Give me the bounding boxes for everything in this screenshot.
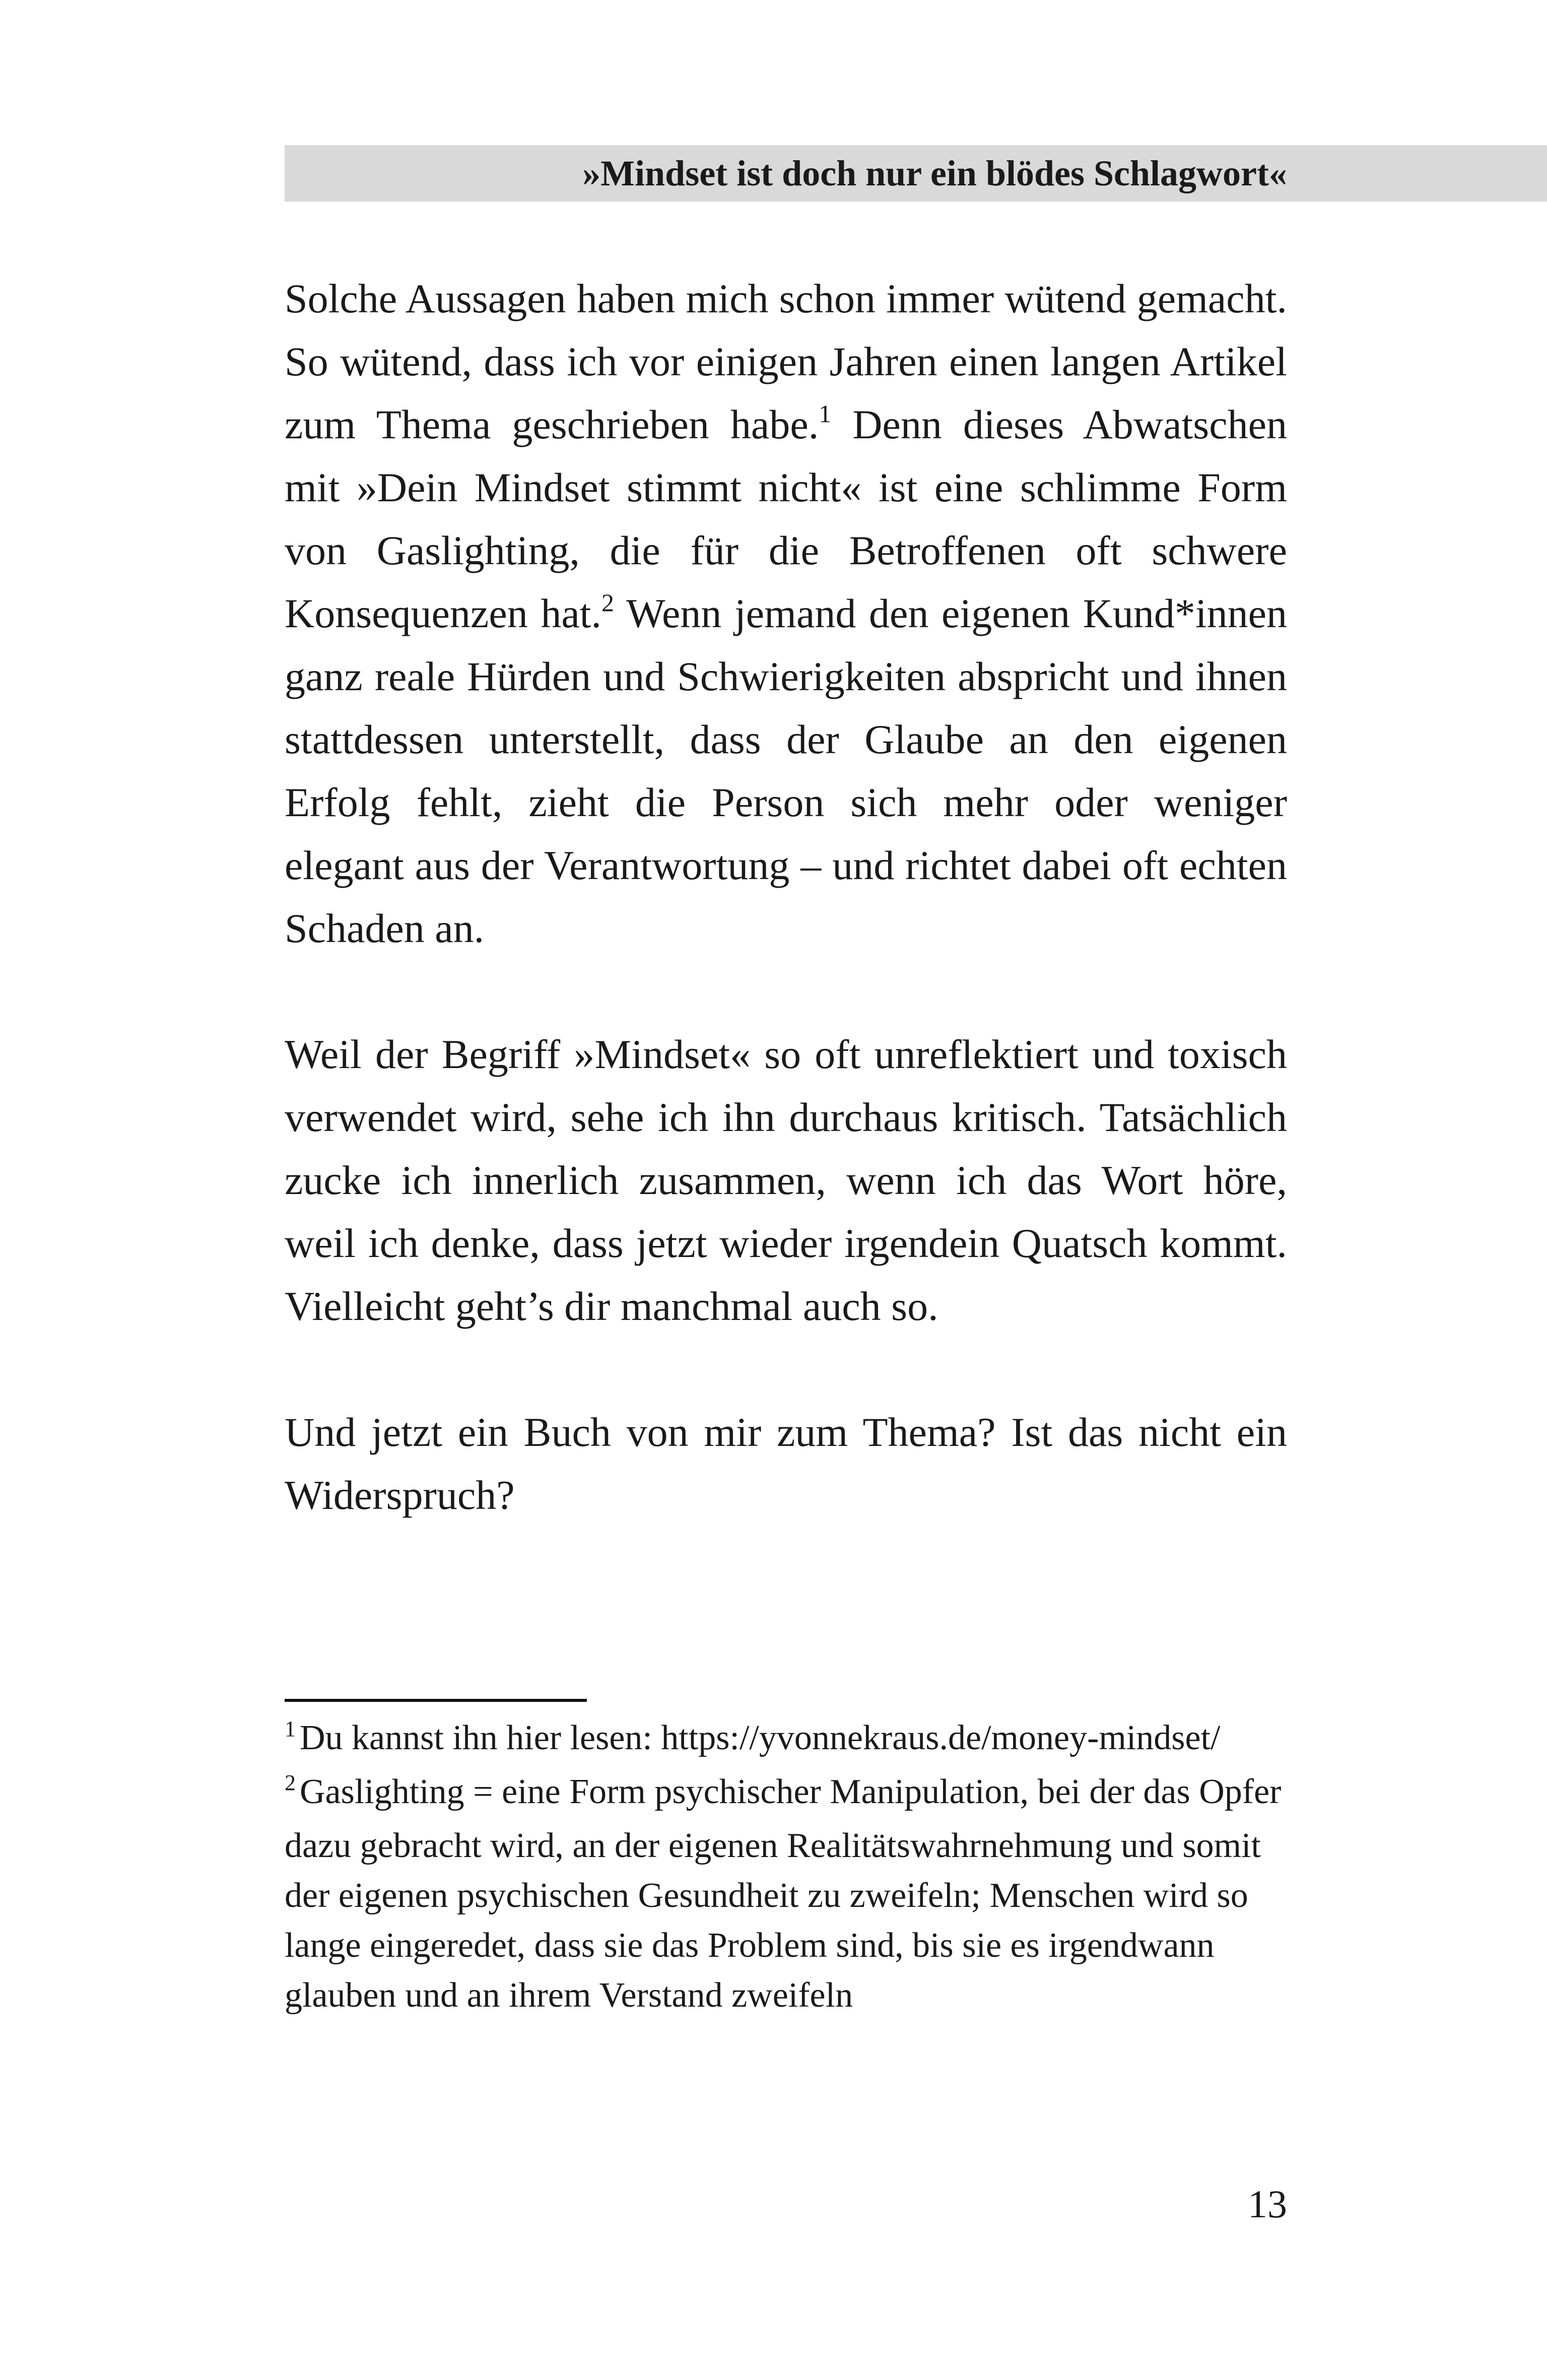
paragraph-1-text-part-1: Solche Aussagen haben mich schon immer wütend gemacht. So wütend, dass ich vor einigen Jahren einen langen Artikel zum Thema geschrieben habe. — [285, 276, 1287, 447]
footnote-2 — [285, 1767, 1287, 2020]
footnotes-section — [285, 1713, 1287, 2020]
footnote-2-text: Gaslighting = eine Form psychischer Manipulation, bei der das Opfer dazu gebracht wird, an der eigenen Realitätswahrnehmung und somit der eigenen psychischen Gesundheit zu zweifeln; Menschen wird so lange eingeredet, dass sie das Problem sind, bis sie es irgendwann glauben und an ihrem Verstand zweifeln — [285, 1772, 1282, 2015]
body-paragraph-1 — [285, 267, 1287, 960]
page-number: 13 — [1248, 2182, 1287, 2226]
paragraph-1-text-part-2: Denn dieses Abwatschen mit »Dein Mindset stimmt nicht« ist eine schlimme Form von Gaslighting, die für die Betroffenen oft schwere Konsequenzen hat. — [285, 402, 1287, 636]
footnote-2-mark: 2 — [285, 1770, 296, 1795]
footnote-reference-2: 2 — [601, 588, 615, 617]
paragraph-1-text-part-3: Wenn jemand den eigenen Kund*innen ganz reale Hürden und Schwierigkeiten abspricht und ihnen stattdessen unterstellt, dass der Glaube an den eigenen Erfolg fehlt, zieht die Person sich mehr oder weniger elegant aus der Verantwortung – und richtet dabei oft echten Schaden an. — [285, 590, 1287, 951]
body-paragraph-2: Weil der Begriff »Mindset« so oft unreflektiert und toxisch verwendet wird, sehe ich ihn durchaus kritisch. Tatsächlich zucke ich innerlich zusammen, wenn ich das Wort höre, weil ich denke, dass jetzt wieder irgendein Quatsch kommt. Vielleicht geht’s dir manchmal auch so. — [285, 1031, 1287, 1329]
footnote-1 — [285, 1713, 1287, 1767]
footnote-1-mark: 1 — [285, 1716, 296, 1741]
running-header-title: »Mindset ist doch nur ein blödes Schlagwort« — [582, 153, 1287, 193]
footnote-1-text: Du kannst ihn hier lesen: https://yvonnekraus.de/money-mindset/ — [300, 1718, 1221, 1757]
body-paragraph-3: Und jetzt ein Buch von mir zum Thema? Ist das nicht ein Widerspruch? — [285, 1409, 1287, 1518]
footnote-reference-1: 1 — [819, 400, 832, 428]
footnote-divider — [285, 1699, 587, 1702]
